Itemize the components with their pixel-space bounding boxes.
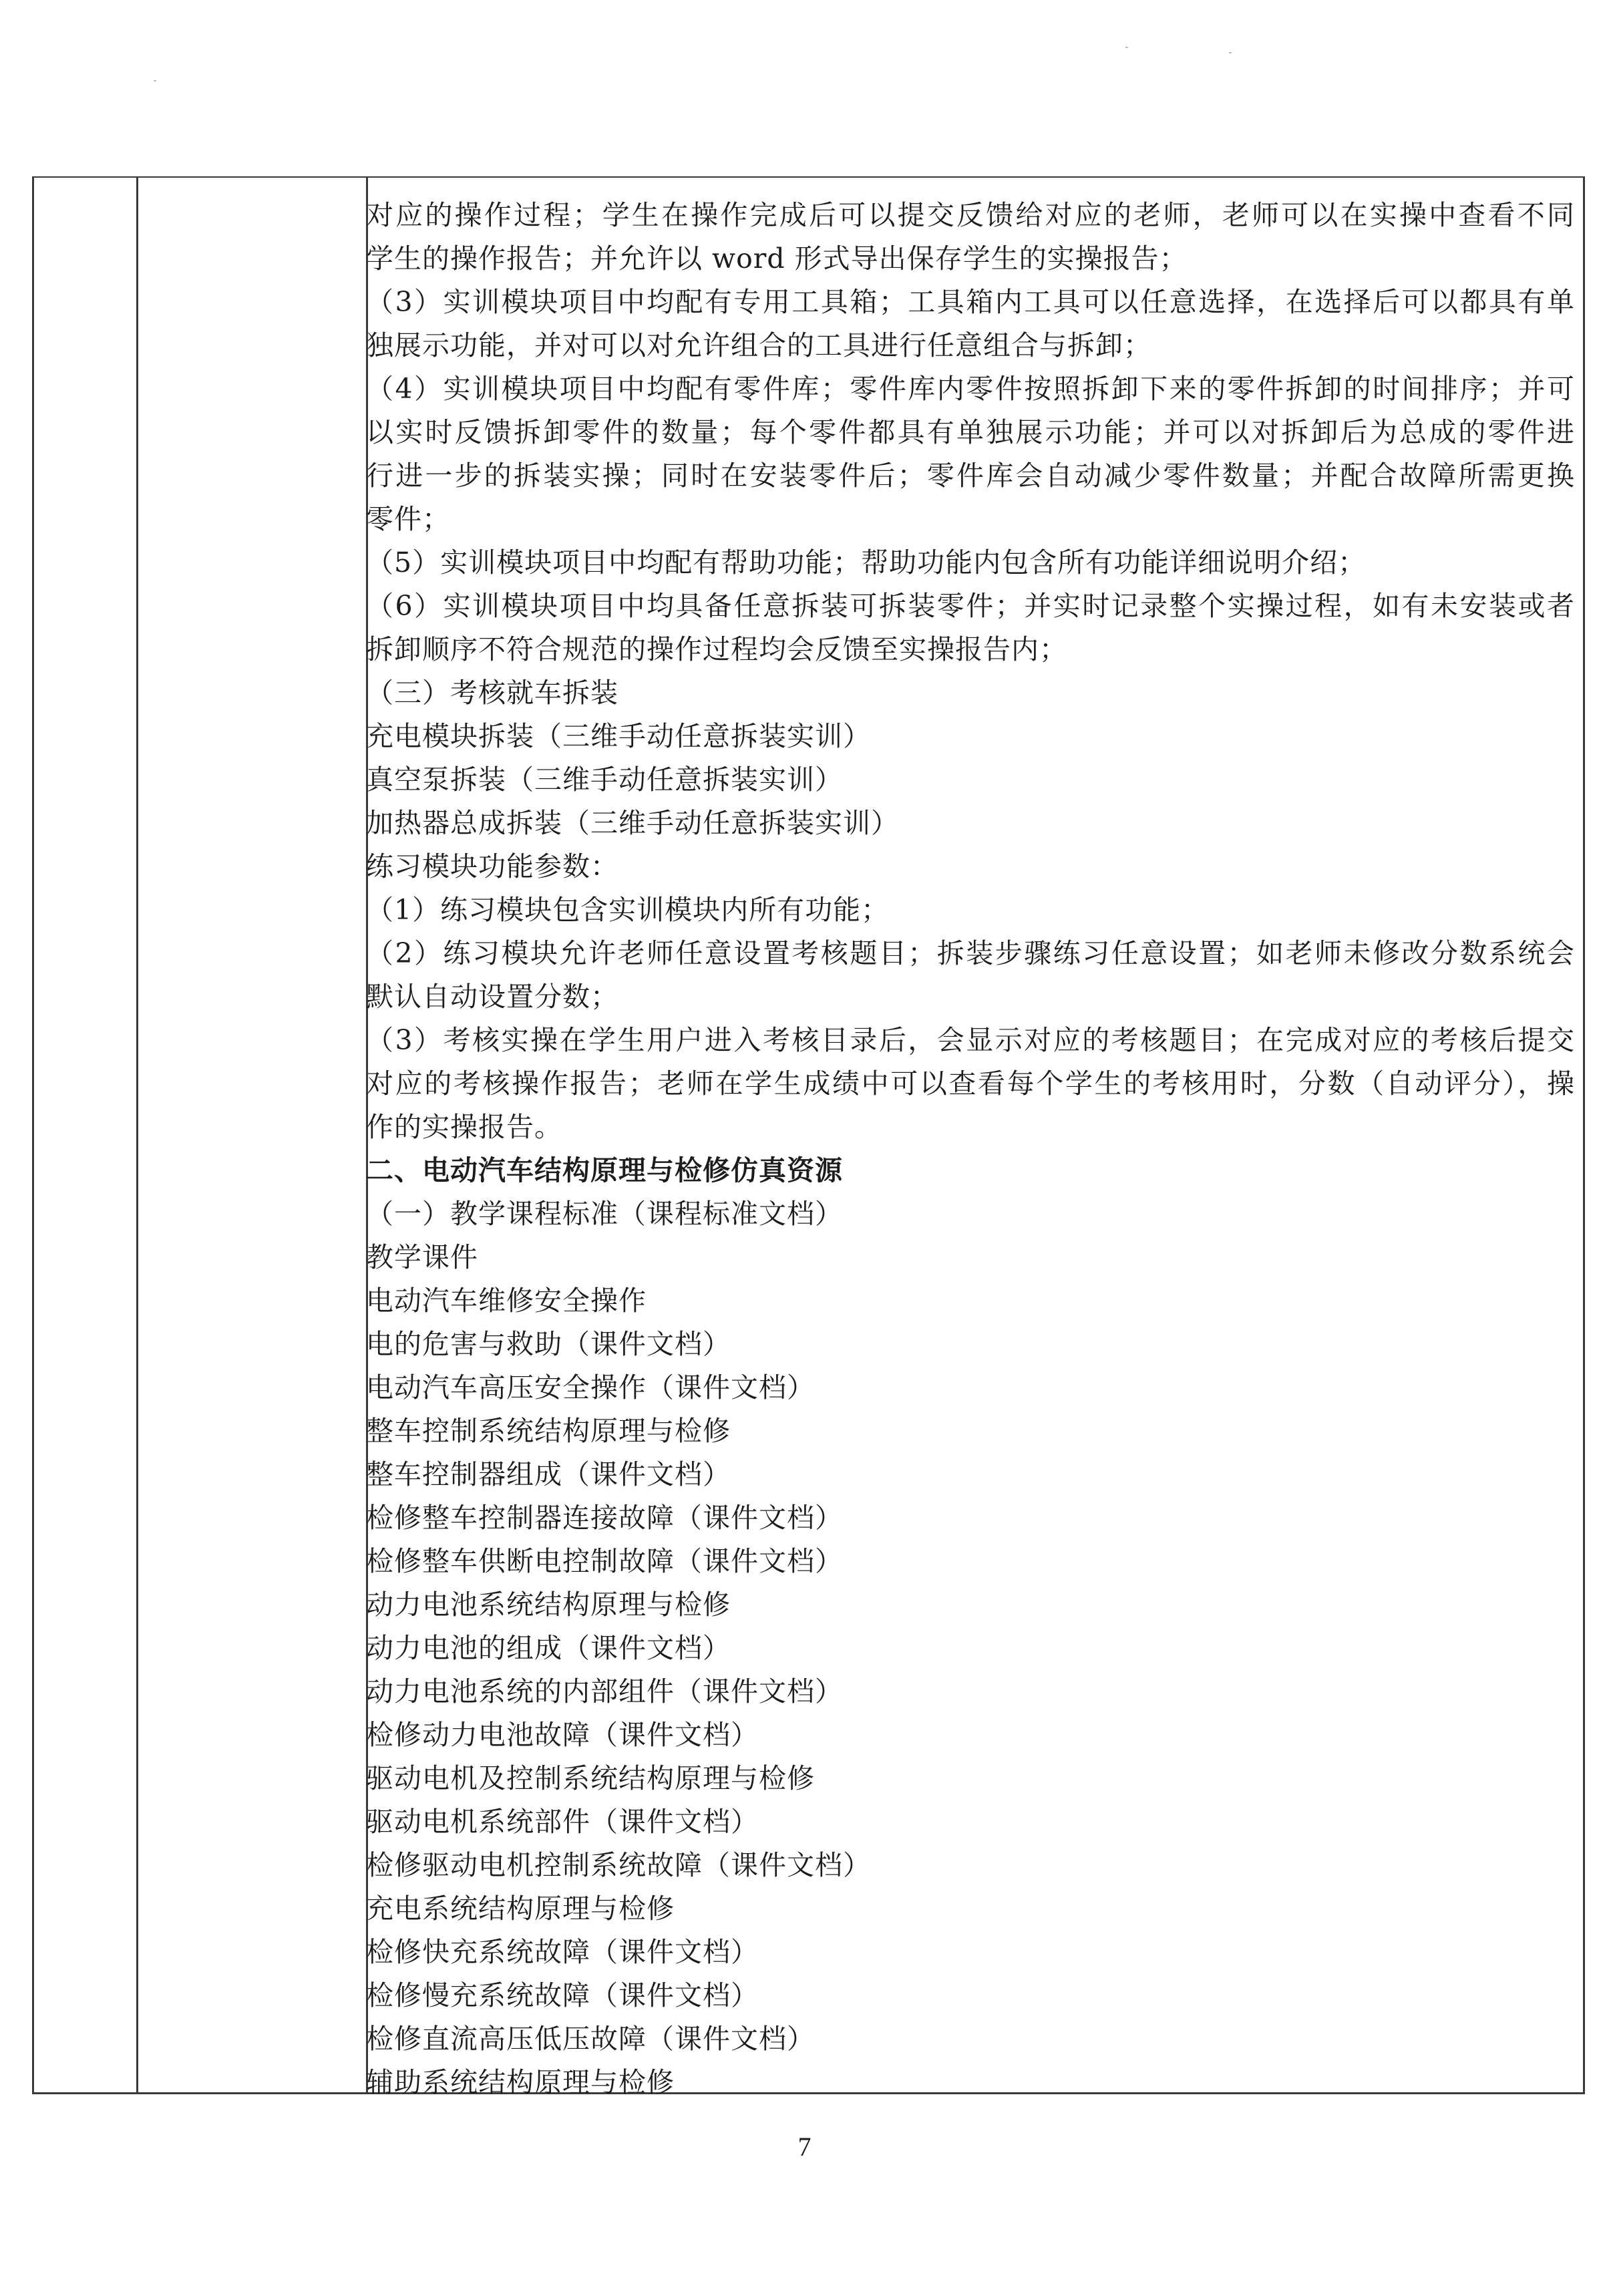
text-line: 默认自动设置分数； <box>366 981 618 1013</box>
list-item: 电动汽车维修安全操作 <box>366 1285 647 1317</box>
text-line: 行进一步的拆装实操；同时在安装零件后；零件库会自动减少零件数量；并配合故障所需更换 <box>366 460 1575 492</box>
text-line: （3）实训模块项目中均配有专用工具箱；工具箱内工具可以任意选择，在选择后可以都具有单 <box>366 286 1575 318</box>
list-item: 充电模块拆装（三维手动任意拆装实训） <box>366 720 871 752</box>
table-content-cell <box>366 194 1575 2104</box>
text-line: 对应的考核操作报告；老师在学生成绩中可以查看每个学生的考核用时，分数（自动评分），操 <box>366 1068 1575 1100</box>
chapter-heading: 二、电动汽车结构原理与检修仿真资源 <box>366 1154 843 1186</box>
section-heading: （一）教学课程标准（课程标准文档） <box>366 1198 843 1230</box>
list-item: 检修慢充系统故障（课件文档） <box>366 1979 759 2011</box>
scan-speck <box>1125 47 1128 48</box>
list-item: 检修快充系统故障（课件文档） <box>366 1936 759 1968</box>
text-line: （2）练习模块允许老师任意设置考核题目；拆装步骤练习任意设置；如老师未修改分数系统会 <box>366 937 1575 969</box>
list-item: 动力电池的组成（课件文档） <box>366 1632 731 1664</box>
text-line: 以实时反馈拆卸零件的数量；每个零件都具有单独展示功能；并可以对拆卸后为总成的零件进 <box>366 416 1575 448</box>
text-line: （5）实训模块项目中均配有帮助功能；帮助功能内包含所有功能详细说明介绍； <box>366 546 1367 579</box>
list-item: 检修整车供断电控制故障（课件文档） <box>366 1545 843 1577</box>
text-line: （1）练习模块包含实训模块内所有功能； <box>366 894 890 926</box>
text-line: 学生的操作报告；并允许以 word 形式导出保存学生的实操报告； <box>366 242 1188 275</box>
list-item: 整车控制系统结构原理与检修 <box>366 1415 731 1447</box>
list-item: 动力电池系统的内部组件（课件文档） <box>366 1675 843 1707</box>
text-line: 独展示功能，并对可以对允许组合的工具进行任意组合与拆卸； <box>366 329 1151 361</box>
text-line: 拆卸顺序不符合规范的操作过程均会反馈至实操报告内； <box>366 633 1067 665</box>
section-heading: （三）考核就车拆装 <box>366 677 618 709</box>
scan-speck <box>1229 52 1232 53</box>
list-item: 检修直流高压低压故障（课件文档） <box>366 2023 815 2055</box>
text-line: 作的实操报告。 <box>366 1111 562 1143</box>
list-item: 充电系统结构原理与检修 <box>366 1893 675 1925</box>
list-item: 检修驱动电机控制系统故障（课件文档） <box>366 1849 871 1881</box>
list-item: 动力电池系统结构原理与检修 <box>366 1589 731 1621</box>
list-item: 驱动电机系统部件（课件文档） <box>366 1806 759 1838</box>
text-line: （4）实训模块项目中均配有零件库；零件库内零件按照拆卸下来的零件拆卸的时间排序；并可 <box>366 373 1575 405</box>
list-item: 整车控制器组成（课件文档） <box>366 1458 731 1490</box>
list-item: 驱动电机及控制系统结构原理与检修 <box>366 1762 815 1794</box>
text-line: （6）实训模块项目中均具备任意拆装可拆装零件；并实时记录整个实操过程，如有未安装或者 <box>366 590 1575 622</box>
text-line: 对应的操作过程；学生在操作完成后可以提交反馈给对应的老师，老师可以在实操中查看不同 <box>366 199 1575 231</box>
list-item: 加热器总成拆装（三维手动任意拆装实训） <box>366 807 899 839</box>
list-item: 教学课件 <box>366 1241 478 1273</box>
table-column-divider <box>136 178 138 2092</box>
text-line: 练习模块功能参数： <box>366 850 618 882</box>
list-item: 真空泵拆装（三维手动任意拆装实训） <box>366 764 843 796</box>
text-line: （3）考核实操在学生用户进入考核目录后，会显示对应的考核题目；在完成对应的考核后提交 <box>366 1024 1575 1056</box>
text-line: 零件； <box>366 503 450 535</box>
list-item: 辅助系统结构原理与检修 <box>366 2066 675 2098</box>
list-item: 电的危害与救助（课件文档） <box>366 1328 731 1360</box>
list-item: 检修整车控制器连接故障（课件文档） <box>366 1502 843 1534</box>
scan-speck <box>154 80 156 81</box>
list-item: 电动汽车高压安全操作（课件文档） <box>366 1371 815 1404</box>
list-item: 检修动力电池故障（课件文档） <box>366 1719 759 1751</box>
page-number: 7 <box>797 2132 812 2162</box>
